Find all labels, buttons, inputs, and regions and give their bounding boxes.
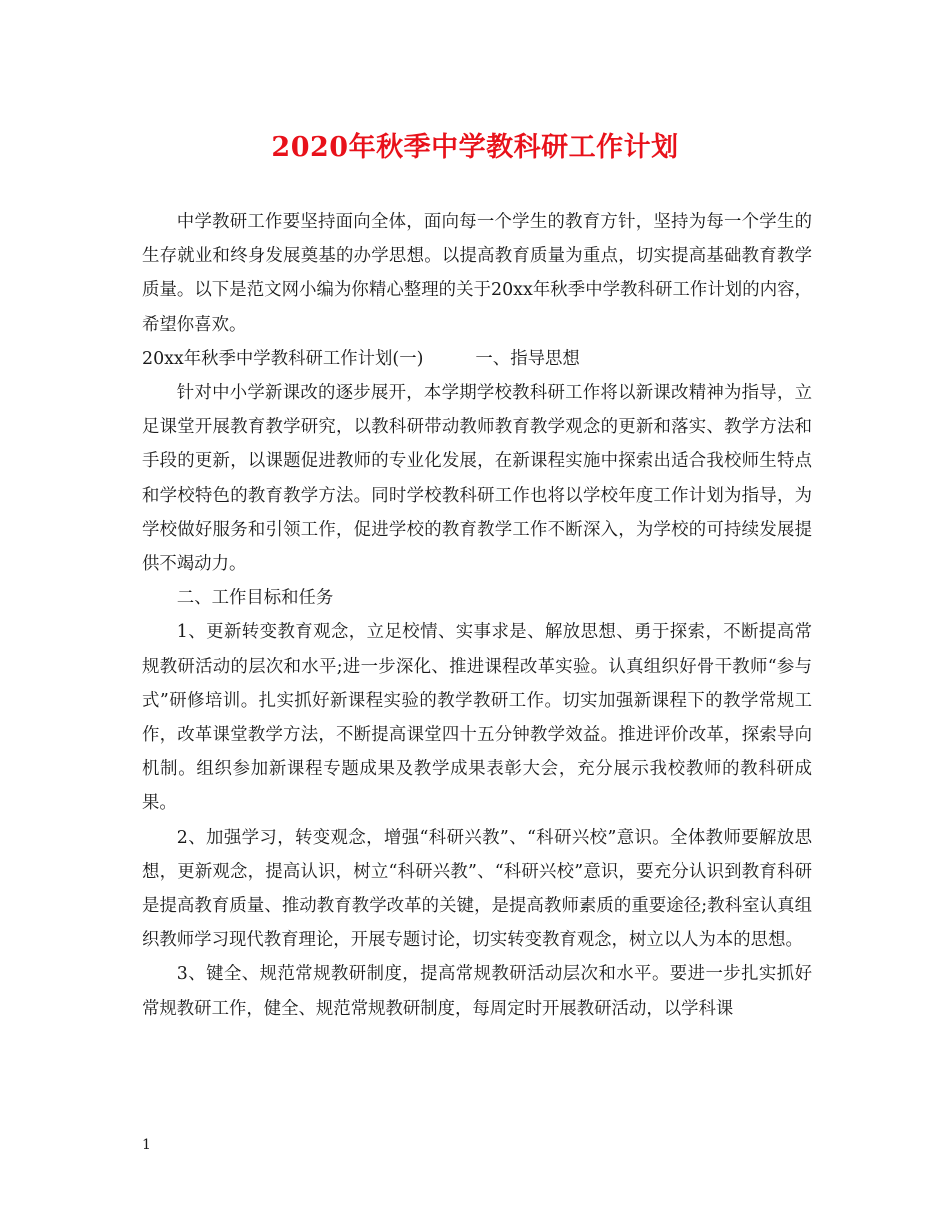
goals-heading: 二、工作目标和任务: [176, 588, 334, 609]
guiding-paragraph: 针对中小学新课改的逐步展开，本学期学校教科研工作将以新课改精神为指导，立足课堂开展教育教学研究，以教科研带动教师教育教学观念的更新和落实、教学方法和手段的更新，以课题促进教师的专业化发展，在新课程实施中探索出适合我校师生特点和学校特色的教育教学方法。同时学校教科研工作也将以学校年度工作计划为指导，为学校做好服务和引领工作，促进学校的教育教学工作不断深入，为学校的可持续发展提供不竭动力。: [142, 383, 812, 575]
section-heading-line: [142, 342, 812, 376]
page-number: 1: [142, 1137, 151, 1153]
goal-item-1: 1、更新转变教育观念，立足校情、实事求是、解放思想、勇于探索，不断提高常规教研活动的层次和水平;进一步深化、推进课程改革实验。认真组织好骨干教师“参与式”研修培训。扎实抓好新课程实验的教学教研工作。切实加强新课程下的教学常规工作，改革课堂教学方法，不断提高课堂四十五分钟教学效益。推进评价改革，探索导向机制。组织参加新课程专题成果及教学成果表彰大会，充分展示我校教师的教科研成果。: [142, 622, 812, 814]
document-body: [142, 205, 812, 1026]
section-heading: 20xx年秋季中学教科研工作计划(一): [142, 348, 424, 369]
goal-item-3: 3、键全、规范常规教研制度，提高常规教研活动层次和水平。要进一步扎实抓好常规教研工作，健全、规范常规教研制度，每周定时开展教研活动，以学科课: [142, 964, 812, 1019]
guiding-heading: 一、指导思想: [475, 348, 580, 369]
document-title: 2020年秋季中学教科研工作计划: [271, 132, 679, 163]
goal-item-2: 2、加强学习，转变观念，增强“科研兴教”、“科研兴校”意识。全体教师要解放思想，更新观念，提高认识，树立“科研兴教”、“科研兴校”意识，要充分认识到教育科研是提高教育质量、推动教育教学改革的关键，是提高教师素质的重要途径;教科室认真组织教师学习现代教育理论，开展专题讨论，切实转变教育观念，树立以人为本的思想。: [142, 827, 812, 951]
intro-paragraph: 中学教研工作要坚持面向全体，面向每一个学生的教育方针，坚持为每一个学生的生存就业和终身发展奠基的办学思想。以提高教育质量为重点，切实提高基础教育教学质量。以下是范文网小编为你精心整理的关于20xx年秋季中学教科研工作计划的内容，希望你喜欢。: [142, 212, 812, 335]
